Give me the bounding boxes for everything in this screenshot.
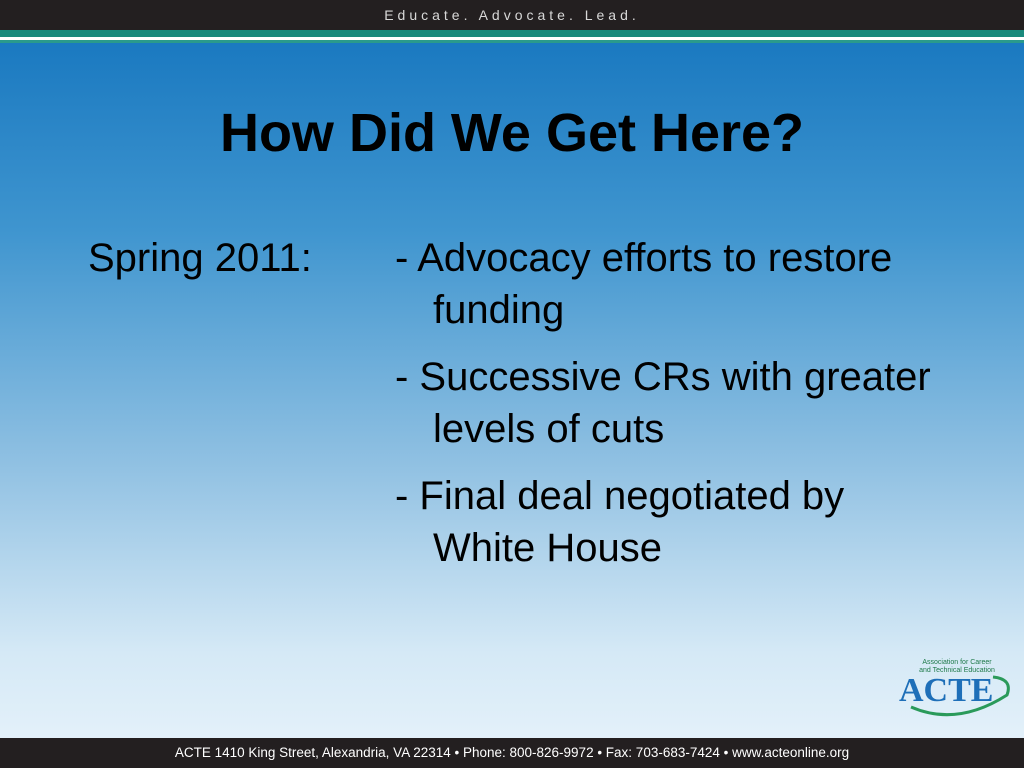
footer-contact: ACTE 1410 King Street, Alexandria, VA 22314 • Phone: 800-826-9972 • Fax: 703-683-7424 • www.acteonline.org	[174, 745, 850, 760]
logo-subtitle-line1: Association for Career	[922, 659, 992, 666]
tagline: Educate. Advocate. Lead.	[384, 7, 640, 23]
footer-bar	[0, 738, 1024, 768]
logo-subtitle-line2: and Technical Education	[919, 667, 995, 674]
period-label: Spring 2011:	[88, 236, 312, 280]
logo-wordmark: ACTE	[899, 672, 994, 709]
acte-logo	[895, 655, 1019, 731]
header-bar	[0, 0, 1024, 30]
header-stripe-teal	[0, 40, 1024, 43]
bullet-item: - Successive CRs with greater levels of cuts	[395, 355, 931, 451]
bullet-item: - Final deal negotiated by White House	[395, 474, 845, 570]
bullet-item: - Advocacy efforts to restore funding	[395, 236, 893, 332]
header-stripe-green	[0, 30, 1024, 37]
slide-title: How Did We Get Here?	[219, 103, 805, 163]
bullet-list	[395, 232, 935, 589]
